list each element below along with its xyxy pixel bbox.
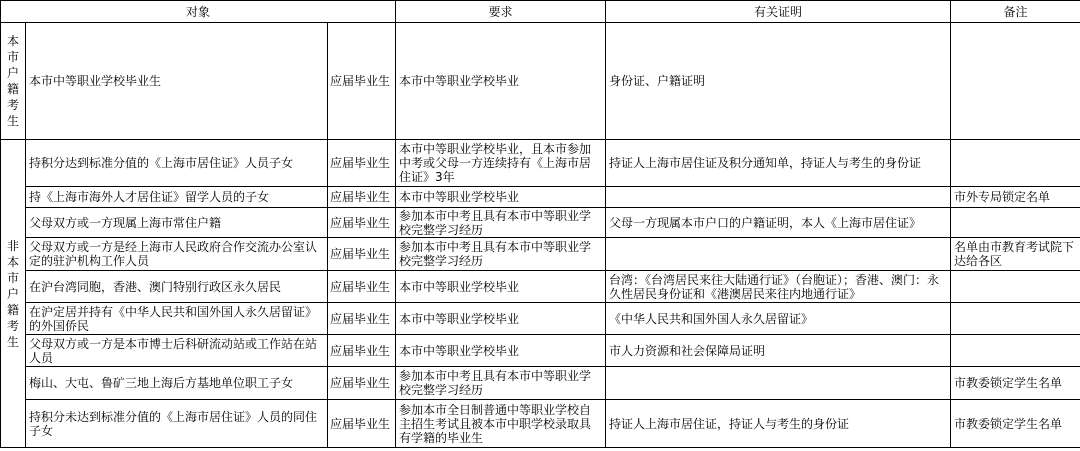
cell-proof [606,367,951,400]
cell-status: 应届毕业生 [328,335,396,367]
table-row [1,238,1080,271]
cell-subject: 持《上海市海外人才居住证》留学人员的子女 [26,187,328,208]
table-row [1,367,1080,400]
cell-proof [606,187,951,208]
cell-requirement: 本市中等职业学校毕业 [396,271,606,303]
cell-subject: 在沪台湾同胞，香港、澳门特别行政区永久居民 [26,271,328,303]
cell-remark: 市教委锁定学生名单 [951,400,1080,448]
cell-requirement: 本市中等职业学校毕业 [396,335,606,367]
table-row [1,23,1080,140]
cell-requirement: 本市中等职业学校毕业，且本市参加中考或父母一方连续持有《上海市居住证》3年 [396,140,606,187]
cell-remark: 市教委锁定学生名单 [951,367,1080,400]
table-row [1,271,1080,303]
cell-proof: 《中华人民共和国外国人永久居留证》 [606,303,951,335]
header-remark: 备注 [951,1,1080,23]
cell-requirement: 参加本市全日制普通中等职业学校自主招生考试且被本市中职学校录取具有学籍的毕业生 [396,400,606,448]
group-label-local: 本市户籍考生 [1,23,26,140]
header-proof: 有关证明 [606,1,951,23]
cell-remark [951,208,1080,238]
cell-subject: 父母双方或一方现属上海市常住户籍 [26,208,328,238]
cell-proof: 持证人上海市居住证，持证人与考生的身份证 [606,400,951,448]
cell-status: 应届毕业生 [328,400,396,448]
cell-subject: 持积分未达到标准分值的《上海市居住证》人员的同住子女 [26,400,328,448]
cell-status: 应届毕业生 [328,367,396,400]
cell-subject: 在沪定居并持有《中华人民共和国外国人永久居留证》的外国侨民 [26,303,328,335]
cell-requirement: 参加本市中考且具有本市中等职业学校完整学习经历 [396,238,606,271]
cell-status: 应届毕业生 [328,271,396,303]
cell-remark [951,23,1080,140]
cell-subject: 持积分达到标准分值的《上海市居住证》人员子女 [26,140,328,187]
cell-remark: 名单由市教育考试院下达给各区 [951,238,1080,271]
cell-requirement: 参加本市中考且具有本市中等职业学校完整学习经历 [396,208,606,238]
table-row [1,140,1080,187]
cell-requirement: 本市中等职业学校毕业 [396,187,606,208]
table-row [1,335,1080,367]
cell-status: 应届毕业生 [328,187,396,208]
cell-subject: 父母双方或一方是经上海市人民政府合作交流办公室认定的驻沪机构工作人员 [26,238,328,271]
cell-proof: 市人力资源和社会保障局证明 [606,335,951,367]
cell-status: 应届毕业生 [328,140,396,187]
cell-status: 应届毕业生 [328,208,396,238]
table-row [1,400,1080,448]
header-requirement: 要求 [396,1,606,23]
cell-proof: 父母一方现属本市户口的户籍证明，本人《上海市居住证》 [606,208,951,238]
cell-requirement: 本市中等职业学校毕业 [396,23,606,140]
cell-remark [951,271,1080,303]
cell-status: 应届毕业生 [328,23,396,140]
cell-remark [951,140,1080,187]
cell-requirement: 本市中等职业学校毕业 [396,303,606,335]
table-row [1,187,1080,208]
cell-subject: 梅山、大屯、鲁矿三地上海后方基地单位职工子女 [26,367,328,400]
group-label-nonlocal: 非本市户籍考生 [1,140,26,448]
cell-status: 应届毕业生 [328,238,396,271]
cell-proof [606,238,951,271]
cell-remark [951,335,1080,367]
cell-subject: 父母双方或一方是本市博士后科研流动站或工作站在站人员 [26,335,328,367]
cell-subject: 本市中等职业学校毕业生 [26,23,328,140]
cell-proof: 台湾：《台湾居民来往大陆通行证》（台胞证）；香港、澳门：永久性居民身份证和《港澳居民来往内地通行证》 [606,271,951,303]
cell-proof: 身份证、户籍证明 [606,23,951,140]
cell-remark [951,303,1080,335]
cell-proof: 持证人上海市居住证及积分通知单，持证人与考生的身份证 [606,140,951,187]
table-row [1,303,1080,335]
header-row [1,1,1080,23]
header-subject: 对象 [1,1,396,23]
cell-status: 应届毕业生 [328,303,396,335]
cell-remark: 市外专局锁定名单 [951,187,1080,208]
table-row [1,208,1080,238]
cell-requirement: 参加本市中考且具有本市中等职业学校完整学习经历 [396,367,606,400]
